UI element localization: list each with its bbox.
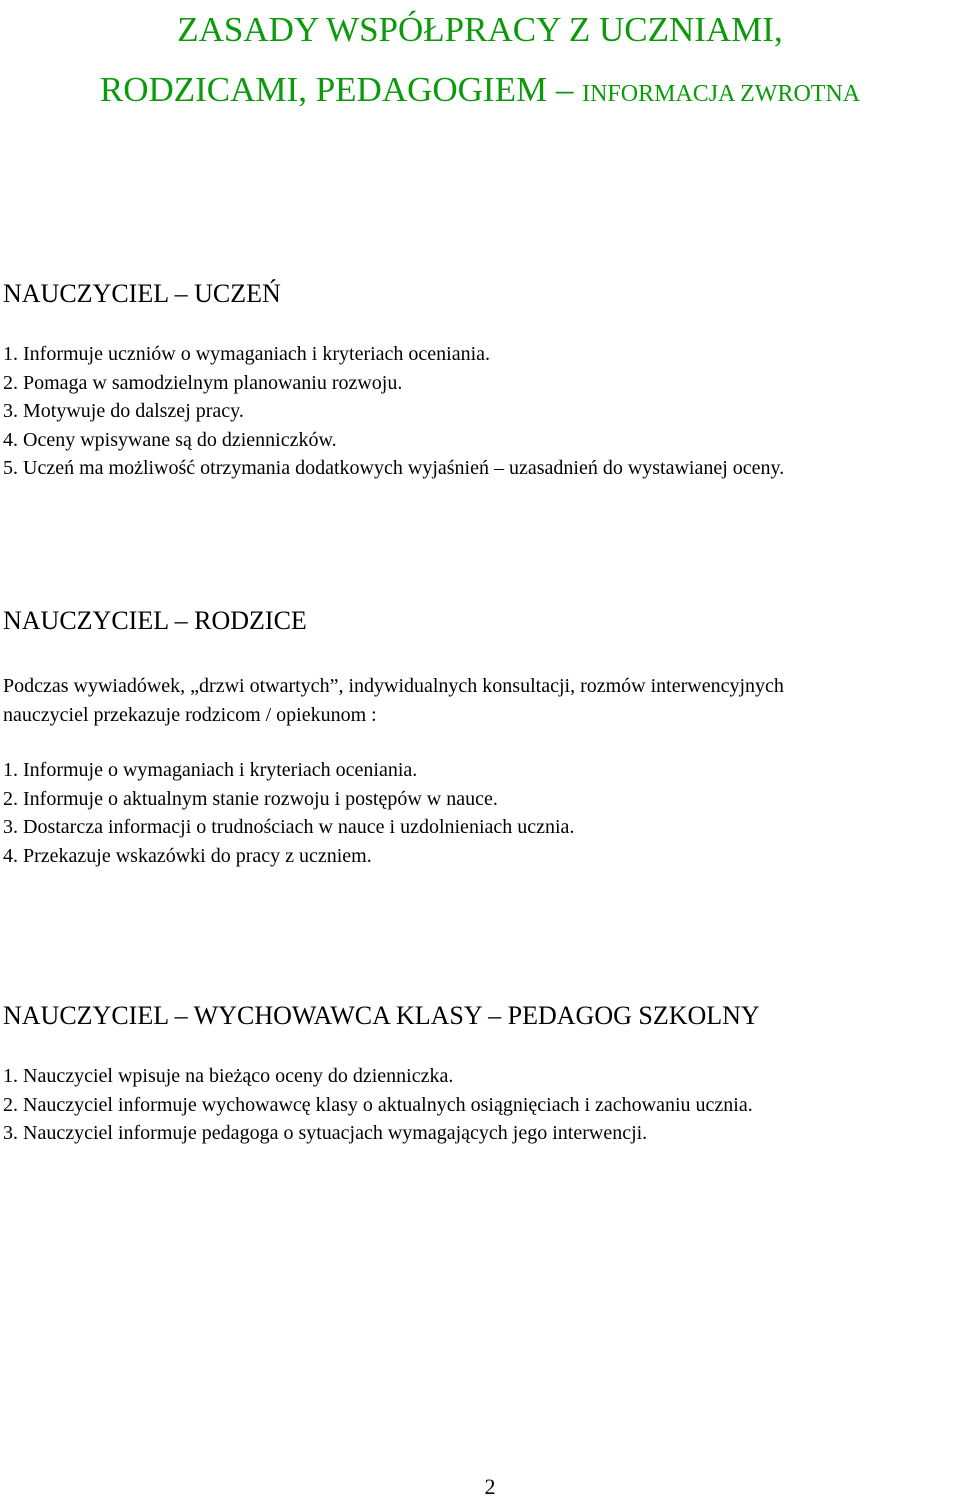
list-item: 3. Dostarcza informacji o trudnościach w nauce i uzdolnieniach ucznia. bbox=[3, 816, 575, 838]
teacher-parents-intro bbox=[3, 672, 784, 729]
list-item: 4. Oceny wpisywane są do dzienniczków. bbox=[3, 428, 337, 451]
list-item: 3. Nauczyciel informuje pedagoga o sytuacjach wymagających jego interwencji. bbox=[3, 1122, 648, 1144]
section-heading-teacher-student: NAUCZYCIEL – UCZEŃ bbox=[3, 279, 281, 308]
list-item: 4. Przekazuje wskazówki do pracy z uczniem. bbox=[3, 844, 372, 867]
intro-line-1: Podczas wywiadówek, „drzwi otwartych”, indywidualnych konsultacji, rozmów interwencyjnych bbox=[3, 675, 784, 697]
list-item: 1. Informuje o wymaganiach i kryteriach oceniania. bbox=[3, 759, 418, 781]
teacher-tutor-pedagogue-list bbox=[3, 1062, 753, 1148]
teacher-parents-list bbox=[3, 756, 574, 870]
intro-line-2: nauczyciel przekazuje rodzicom / opiekunom : bbox=[3, 703, 377, 726]
list-item: 2. Informuje o aktualnym stanie rozwoju i postępów w nauce. bbox=[3, 787, 498, 810]
teacher-student-list bbox=[3, 340, 784, 483]
list-item: 1. Informuje uczniów o wymaganiach i kryteriach oceniania. bbox=[3, 343, 491, 365]
section-heading-teacher-parents: NAUCZYCIEL – RODZICE bbox=[3, 606, 307, 635]
list-item: 1. Nauczyciel wpisuje na bieżąco oceny do dzienniczka. bbox=[3, 1065, 454, 1087]
page-number: 2 bbox=[484, 1474, 496, 1499]
title-main-part: RODZICAMI, PEDAGOGIEM – bbox=[99, 70, 583, 109]
document-title-line-1: ZASADY WSPÓŁPRACY Z UCZNIAMI, bbox=[177, 10, 783, 49]
list-item: 3. Motywuje do dalszej pracy. bbox=[3, 400, 244, 422]
list-item: 5. Uczeń ma możliwość otrzymania dodatkowych wyjaśnień – uzasadnień do wystawianej oceny. bbox=[3, 457, 785, 479]
document-title-line-2 bbox=[0, 70, 960, 114]
list-item: 2. Pomaga w samodzielnym planowaniu rozwoju. bbox=[3, 371, 403, 394]
section-heading-teacher-tutor-pedagogue: NAUCZYCIEL – WYCHOWAWCA KLASY – PEDAGOG SZKOLNY bbox=[3, 1001, 760, 1030]
list-item: 2. Nauczyciel informuje wychowawcę klasy o aktualnych osiągnięciach i zachowaniu ucznia. bbox=[3, 1093, 753, 1116]
title-subtitle-part: INFORMACJA ZWROTNA bbox=[582, 81, 861, 107]
